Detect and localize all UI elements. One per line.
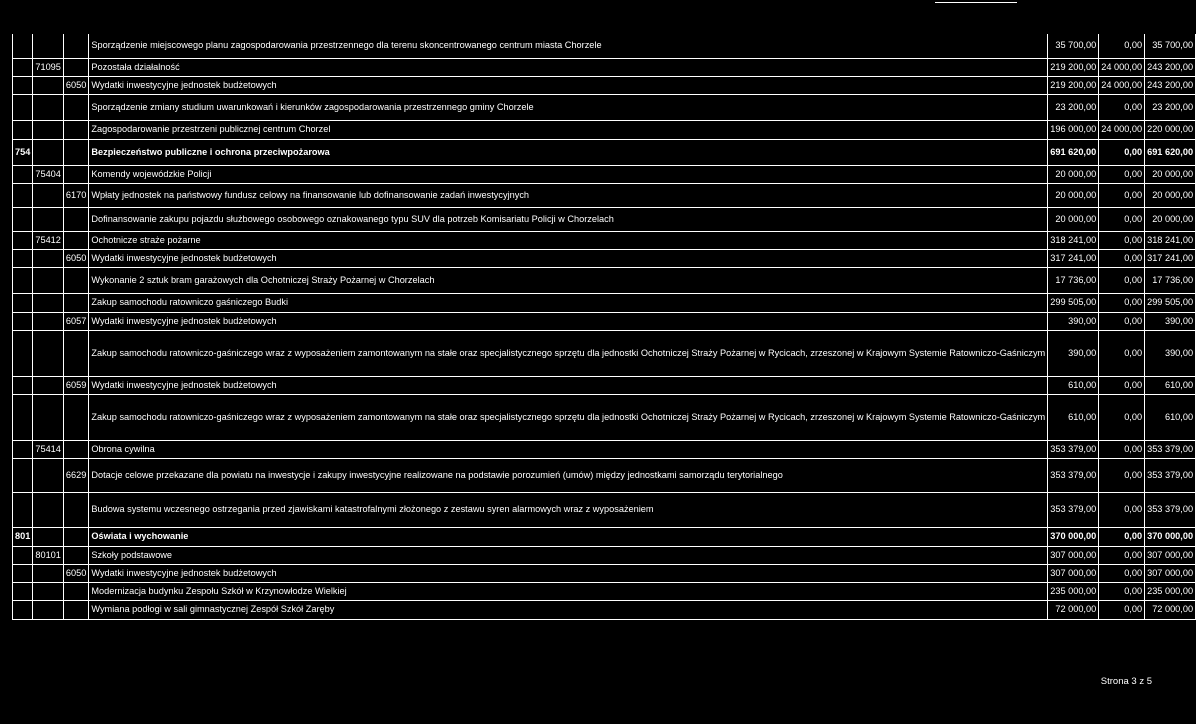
budget-table <box>12 34 1196 620</box>
cell-v2: 0,00 <box>1099 94 1145 120</box>
cell-v2: 0,00 <box>1099 582 1145 600</box>
cell-par <box>63 394 88 440</box>
table-row <box>13 600 1196 619</box>
table-row <box>13 231 1196 249</box>
cell-v3: 691 620,00 <box>1145 139 1196 165</box>
cell-v1: 610,00 <box>1048 376 1099 394</box>
table-row <box>13 120 1196 139</box>
cell-v2: 0,00 <box>1099 139 1145 165</box>
cell-roz <box>33 207 64 231</box>
cell-dz <box>13 183 33 207</box>
cell-roz: 75414 <box>33 440 64 458</box>
cell-v1: 353 379,00 <box>1048 440 1099 458</box>
table-row <box>13 139 1196 165</box>
cell-desc: Wydatki inwestycyjne jednostek budżetowych <box>89 249 1048 267</box>
cell-v3: 353 379,00 <box>1145 440 1196 458</box>
cell-v3: 20 000,00 <box>1145 183 1196 207</box>
cell-v1: 17 736,00 <box>1048 267 1099 293</box>
cell-desc: Komendy wojewódzkie Policji <box>89 165 1048 183</box>
cell-v2: 0,00 <box>1099 394 1145 440</box>
cell-par: 6629 <box>63 458 88 492</box>
cell-desc: Zakup samochodu ratowniczo-gaśniczego wraz z wyposażeniem zamontowanym na stałe oraz specjalistycznego sprzętu dla jednostki Ochotniczej Straży Pożarnej w Rycicach, zrzeszonej w Krajowym Systemie Ratowniczo-Gaśniczym <box>89 330 1048 376</box>
cell-v3: 307 000,00 <box>1145 546 1196 564</box>
cell-par <box>63 94 88 120</box>
cell-par <box>63 527 88 546</box>
table-row <box>13 440 1196 458</box>
cell-par: 6059 <box>63 376 88 394</box>
cell-dz: 801 <box>13 527 33 546</box>
cell-desc: Wydatki inwestycyjne jednostek budżetowych <box>89 376 1048 394</box>
table-row <box>13 94 1196 120</box>
cell-desc: Dofinansowanie zakupu pojazdu służbowego osobowego oznakowanego typu SUV dla potrzeb Komisariatu Policji w Chorzelach <box>89 207 1048 231</box>
table-row <box>13 546 1196 564</box>
cell-par <box>63 582 88 600</box>
cell-v1: 390,00 <box>1048 312 1099 330</box>
budget-page <box>12 34 1196 620</box>
cell-v2: 0,00 <box>1099 458 1145 492</box>
table-row <box>13 527 1196 546</box>
cell-v3: 20 000,00 <box>1145 165 1196 183</box>
cell-par <box>63 267 88 293</box>
cell-dz <box>13 458 33 492</box>
cell-par <box>63 440 88 458</box>
cell-v3: 390,00 <box>1145 330 1196 376</box>
cell-desc: Wykonanie 2 sztuk bram garażowych dla Ochotniczej Straży Pożarnej w Chorzelach <box>89 267 1048 293</box>
cell-v1: 72 000,00 <box>1048 600 1099 619</box>
table-row <box>13 330 1196 376</box>
cell-v2: 0,00 <box>1099 564 1145 582</box>
cell-roz <box>33 312 64 330</box>
cell-desc: Ochotnicze straże pożarne <box>89 231 1048 249</box>
table-row <box>13 394 1196 440</box>
cell-v2: 0,00 <box>1099 376 1145 394</box>
cell-v3: 23 200,00 <box>1145 94 1196 120</box>
cell-dz <box>13 564 33 582</box>
cell-dz <box>13 58 33 76</box>
table-row <box>13 267 1196 293</box>
cell-par <box>63 165 88 183</box>
cell-v3: 390,00 <box>1145 312 1196 330</box>
cell-dz <box>13 94 33 120</box>
cell-v1: 390,00 <box>1048 330 1099 376</box>
cell-dz <box>13 267 33 293</box>
cell-roz <box>33 34 64 58</box>
cell-v1: 307 000,00 <box>1048 564 1099 582</box>
cell-desc: Wpłaty jednostek na państwowy fundusz celowy na finansowanie lub dofinansowanie zadań inwestycyjnych <box>89 183 1048 207</box>
cell-dz <box>13 376 33 394</box>
cell-v1: 20 000,00 <box>1048 165 1099 183</box>
table-row <box>13 492 1196 527</box>
cell-v3: 72 000,00 <box>1145 600 1196 619</box>
cell-roz: 75412 <box>33 231 64 249</box>
cell-roz <box>33 293 64 312</box>
cell-v1: 219 200,00 <box>1048 76 1099 94</box>
cell-desc: Budowa systemu wczesnego ostrzegania przed zjawiskami katastrofalnymi złożonego z zestawu syren alarmowych wraz z wyposażeniem <box>89 492 1048 527</box>
cell-par: 6050 <box>63 564 88 582</box>
cell-v1: 610,00 <box>1048 394 1099 440</box>
cell-roz: 71095 <box>33 58 64 76</box>
cell-roz <box>33 582 64 600</box>
cell-dz <box>13 492 33 527</box>
cell-v2: 0,00 <box>1099 183 1145 207</box>
cell-desc: Zakup samochodu ratowniczo gaśniczego Budki <box>89 293 1048 312</box>
cell-dz <box>13 394 33 440</box>
table-row <box>13 165 1196 183</box>
cell-v1: 691 620,00 <box>1048 139 1099 165</box>
cell-dz <box>13 582 33 600</box>
cell-dz <box>13 293 33 312</box>
cell-v2: 0,00 <box>1099 492 1145 527</box>
cell-roz <box>33 394 64 440</box>
table-row <box>13 183 1196 207</box>
cell-v3: 243 200,00 <box>1145 76 1196 94</box>
cell-v3: 243 200,00 <box>1145 58 1196 76</box>
cell-roz: 75404 <box>33 165 64 183</box>
cell-v3: 317 241,00 <box>1145 249 1196 267</box>
cell-v3: 318 241,00 <box>1145 231 1196 249</box>
cell-v2: 0,00 <box>1099 546 1145 564</box>
table-row <box>13 376 1196 394</box>
cell-par: 6057 <box>63 312 88 330</box>
table-row <box>13 76 1196 94</box>
cell-roz <box>33 267 64 293</box>
cell-desc: Modernizacja budynku Zespołu Szkół w Krzynowłodze Wielkiej <box>89 582 1048 600</box>
cell-roz <box>33 458 64 492</box>
cell-v1: 20 000,00 <box>1048 207 1099 231</box>
cell-v1: 20 000,00 <box>1048 183 1099 207</box>
cell-v2: 24 000,00 <box>1099 58 1145 76</box>
cell-v1: 299 505,00 <box>1048 293 1099 312</box>
cell-v2: 0,00 <box>1099 440 1145 458</box>
cell-dz <box>13 249 33 267</box>
table-row <box>13 458 1196 492</box>
cell-roz <box>33 564 64 582</box>
cell-v2: 0,00 <box>1099 293 1145 312</box>
cell-par <box>63 330 88 376</box>
cell-v1: 318 241,00 <box>1048 231 1099 249</box>
cell-dz <box>13 207 33 231</box>
cell-par: 6050 <box>63 249 88 267</box>
cell-v2: 0,00 <box>1099 231 1145 249</box>
cell-v2: 24 000,00 <box>1099 120 1145 139</box>
cell-roz <box>33 600 64 619</box>
budget-table-body <box>13 34 1196 619</box>
table-row <box>13 207 1196 231</box>
cell-dz: 754 <box>13 139 33 165</box>
cell-desc: Sporządzenie zmiany studium uwarunkowań i kierunków zagospodarowania przestrzennego gminy Chorzele <box>89 94 1048 120</box>
cell-roz <box>33 492 64 527</box>
cell-roz <box>33 376 64 394</box>
cell-par <box>63 58 88 76</box>
table-row <box>13 564 1196 582</box>
cell-v3: 35 700,00 <box>1145 34 1196 58</box>
cell-roz <box>33 330 64 376</box>
cell-v2: 0,00 <box>1099 312 1145 330</box>
cell-v2: 0,00 <box>1099 527 1145 546</box>
cell-v2: 24 000,00 <box>1099 76 1145 94</box>
cell-dz <box>13 34 33 58</box>
cell-v2: 0,00 <box>1099 165 1145 183</box>
page-number: Strona 3 z 5 <box>1100 676 1152 687</box>
cell-v2: 0,00 <box>1099 34 1145 58</box>
cell-v1: 219 200,00 <box>1048 58 1099 76</box>
cell-dz <box>13 120 33 139</box>
cell-dz <box>13 600 33 619</box>
cell-desc: Wydatki inwestycyjne jednostek budżetowych <box>89 76 1048 94</box>
cell-v3: 353 379,00 <box>1145 458 1196 492</box>
cell-dz <box>13 165 33 183</box>
table-row <box>13 34 1196 58</box>
cell-v3: 610,00 <box>1145 394 1196 440</box>
cell-v2: 0,00 <box>1099 600 1145 619</box>
cell-desc: Obrona cywilna <box>89 440 1048 458</box>
cell-dz <box>13 76 33 94</box>
cell-par <box>63 34 88 58</box>
cell-dz <box>13 546 33 564</box>
cell-v3: 353 379,00 <box>1145 492 1196 527</box>
cell-v3: 299 505,00 <box>1145 293 1196 312</box>
cell-v1: 196 000,00 <box>1048 120 1099 139</box>
cell-desc: Dotacje celowe przekazane dla powiatu na inwestycje i zakupy inwestycyjne realizowane na podstawie porozumień (umów) między jednostkami samorządu terytorialnego <box>89 458 1048 492</box>
cell-v3: 20 000,00 <box>1145 207 1196 231</box>
cell-desc: Oświata i wychowanie <box>89 527 1048 546</box>
cell-roz: 80101 <box>33 546 64 564</box>
cell-par <box>63 492 88 527</box>
cell-desc: Wydatki inwestycyjne jednostek budżetowych <box>89 312 1048 330</box>
cell-v1: 353 379,00 <box>1048 458 1099 492</box>
cell-v3: 610,00 <box>1145 376 1196 394</box>
cell-v1: 235 000,00 <box>1048 582 1099 600</box>
cell-roz <box>33 527 64 546</box>
cell-desc: Zagospodarowanie przestrzeni publicznej centrum Chorzel <box>89 120 1048 139</box>
cell-par <box>63 600 88 619</box>
cell-desc: Sporządzenie miejscowego planu zagospodarowania przestrzennego dla terenu skoncentrowanego centrum miasta Chorzele <box>89 34 1048 58</box>
cell-v1: 370 000,00 <box>1048 527 1099 546</box>
cell-v3: 370 000,00 <box>1145 527 1196 546</box>
cell-dz <box>13 312 33 330</box>
cell-v3: 307 000,00 <box>1145 564 1196 582</box>
cell-par: 6170 <box>63 183 88 207</box>
table-row <box>13 582 1196 600</box>
cell-par <box>63 546 88 564</box>
cell-par <box>63 231 88 249</box>
cell-v1: 353 379,00 <box>1048 492 1099 527</box>
cell-v2: 0,00 <box>1099 249 1145 267</box>
cell-dz <box>13 440 33 458</box>
cell-par <box>63 293 88 312</box>
cell-par <box>63 120 88 139</box>
cell-desc: Wydatki inwestycyjne jednostek budżetowych <box>89 564 1048 582</box>
cell-v1: 307 000,00 <box>1048 546 1099 564</box>
cell-par <box>63 207 88 231</box>
cell-desc: Szkoły podstawowe <box>89 546 1048 564</box>
cell-v1: 23 200,00 <box>1048 94 1099 120</box>
cell-v2: 0,00 <box>1099 330 1145 376</box>
cell-desc: Zakup samochodu ratowniczo-gaśniczego wraz z wyposażeniem zamontowanym na stałe oraz specjalistycznego sprzętu dla jednostki Ochotniczej Straży Pożarnej w Rycicach, zrzeszonej w Krajowym Systemie Ratowniczo-Gaśniczym <box>89 394 1048 440</box>
cell-v3: 17 736,00 <box>1145 267 1196 293</box>
table-row <box>13 249 1196 267</box>
table-row <box>13 312 1196 330</box>
cell-v1: 35 700,00 <box>1048 34 1099 58</box>
cell-v2: 0,00 <box>1099 267 1145 293</box>
table-row <box>13 293 1196 312</box>
cell-par <box>63 139 88 165</box>
cell-desc: Pozostała działalność <box>89 58 1048 76</box>
cell-desc: Wymiana podłogi w sali gimnastycznej Zespół Szkół Zaręby <box>89 600 1048 619</box>
cell-roz <box>33 94 64 120</box>
cell-v3: 220 000,00 <box>1145 120 1196 139</box>
table-row <box>13 58 1196 76</box>
cell-v1: 317 241,00 <box>1048 249 1099 267</box>
cell-v3: 235 000,00 <box>1145 582 1196 600</box>
cell-dz <box>13 330 33 376</box>
page-top-rule <box>935 2 1017 3</box>
cell-roz <box>33 249 64 267</box>
cell-roz <box>33 76 64 94</box>
cell-desc: Bezpieczeństwo publiczne i ochrona przeciwpożarowa <box>89 139 1048 165</box>
cell-roz <box>33 120 64 139</box>
cell-par: 6050 <box>63 76 88 94</box>
cell-dz <box>13 231 33 249</box>
cell-roz <box>33 183 64 207</box>
cell-v2: 0,00 <box>1099 207 1145 231</box>
cell-roz <box>33 139 64 165</box>
